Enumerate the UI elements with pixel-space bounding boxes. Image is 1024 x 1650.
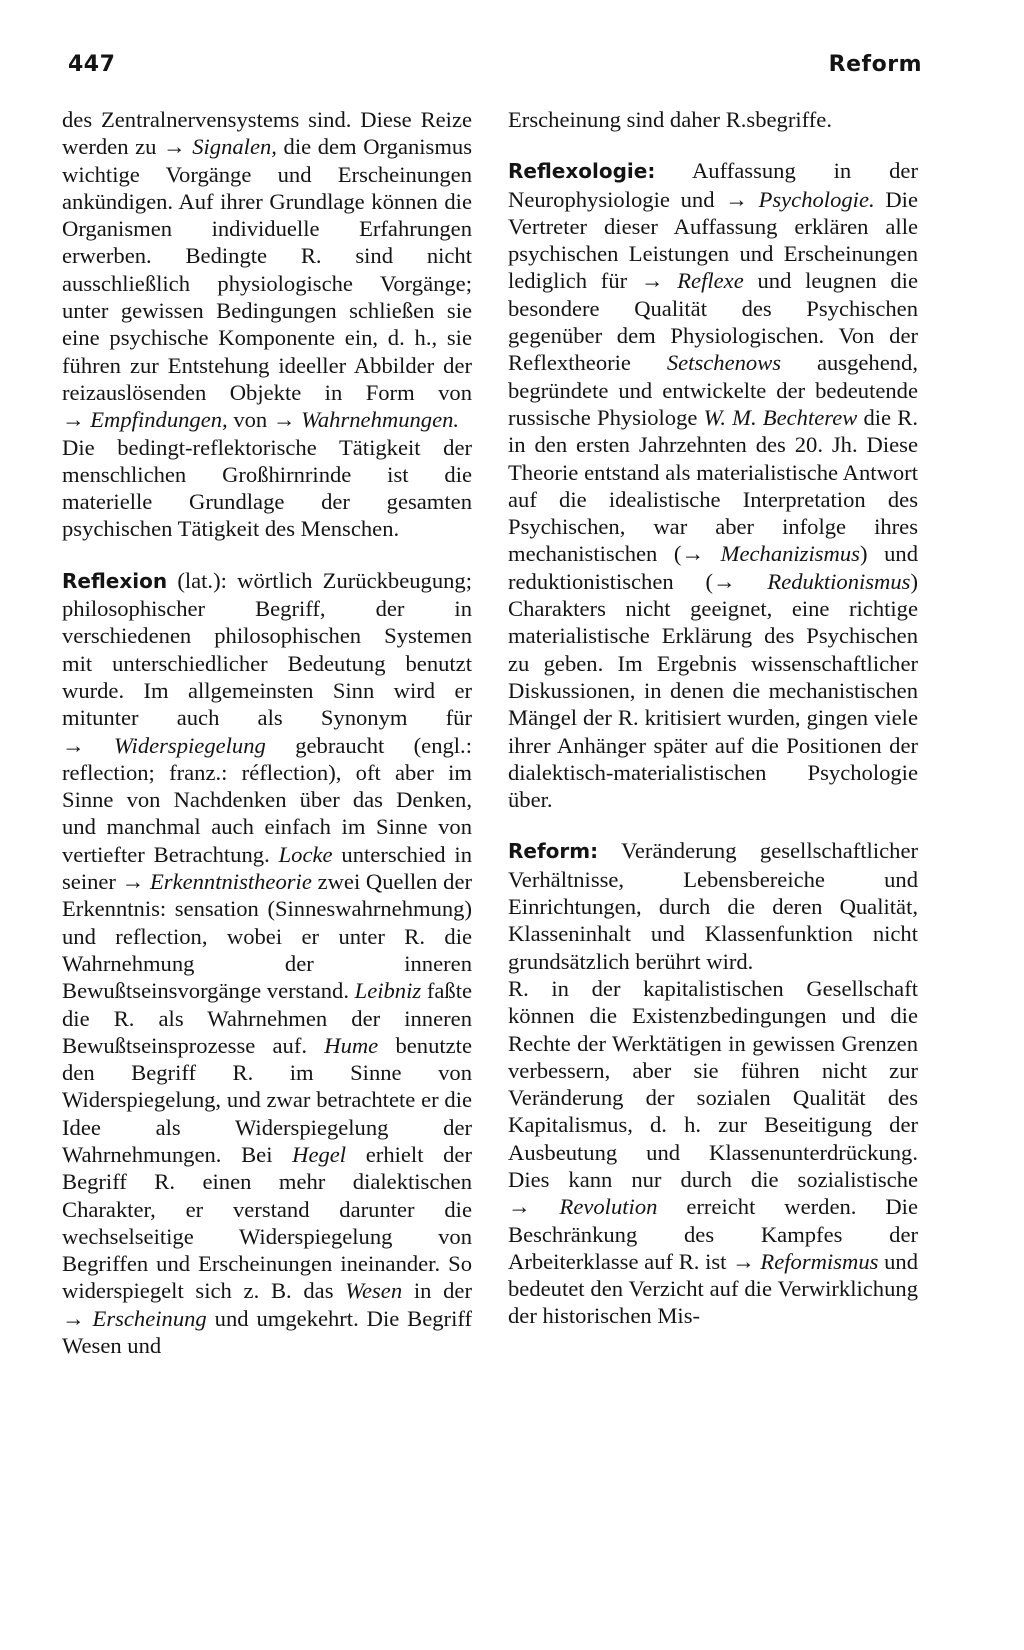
- entry-reform: Reform: Veränderung gesellschaftlicher Verhältnisse, Lebensbereiche und Einrichtungen, durch die deren Qualität, Klasseninhalt und Klassenfunktion nicht grundsätzlich berührt wird.: [508, 838, 918, 974]
- paragraph: R. in der kapitalistischen Gesellschaft können die Existenzbedingungen und die Rechte der Werktätigen in gewissen Grenzen verbessern, aber sie führen nicht zur Veränderung der sozialen Qualität des Kapitalismus, d. h. zur Beseitigung der Ausbeutung und Klassenunterdrückung. Dies kann nur durch die sozialistische → Revolution erreicht werden. Die Beschränkung des Kampfes der Arbeiterklasse auf R. ist → Reformismus und bedeutet den Verzicht auf die Verwirklichung der historischen Mis-: [508, 975, 918, 1329]
- paragraph: Die bedingt-reflektorische Tätigkeit der menschlichen Großhirnrinde ist die materielle Grundlage der gesamten psychischen Tätigkeit des Menschen.: [62, 434, 472, 542]
- left-column: [62, 106, 472, 1359]
- continued-paragraph: Erscheinung sind daher R.sbegriffe.: [508, 107, 832, 132]
- page-number: 447: [68, 52, 116, 77]
- continued-paragraph: des Zentralnervensystems sind. Diese Reize werden zu → Signalen, die dem Organismus wichtige Vorgänge und Erscheinungen ankündigen. Auf ihrer Grundlage können die Organismen individuelle Erfahrungen erwerben. Bedingte R. sind nicht ausschließlich physiologische Vorgänge; unter gewissen Bedingungen schließen sie eine psychische Komponente ein, d. h., sie führen zur Entstehung ideeller Abbilder der reizauslösenden Objekte in Form von → Empfindungen, von → Wahrnehmungen.: [62, 107, 472, 433]
- entry-reflexion: Reflexion (lat.): wörtlich Zurückbeugung; philosophischer Begriff, der in verschiedenen philosophischen Systemen mit unterschiedlicher Bedeutung benutzt wurde. Im allgemeinsten Sinn wird er mitunter auch als Synonym für → Widerspiegelung gebraucht (engl.: reflection; franz.: réflection), oft aber im Sinne von Nachdenken über das Denken, und manchmal auch einfach im Sinne von vertiefter Betrachtung. Locke unterschied in seiner → Erkenntnistheorie zwei Quellen der Erkenntnis: sensation (Sinneswahrnehmung) und reflection, wobei er unter R. die Wahrnehmung der inneren Bewußtseinsvorgänge verstand. Leibniz faßte die R. als Wahrnehmen der inneren Bewußtseinsprozesse auf. Hume benutzte den Begriff R. im Sinne von Widerspiegelung, und zwar betrachtete er die Idee als Widerspiegelung der Wahrnehmungen. Bei Hegel erhielt der Begriff R. einen mehr dialektischen Charakter, er verstand darunter die wechselseitige Widerspiegelung von Begriffen und Erscheinungen ineinander. So widerspiegelt sich z. B. das Wesen in der → Erscheinung und umgekehrt. Die Begriff Wesen und: [62, 567, 473, 1359]
- lemma-reflexion: Reflexion: [62, 568, 168, 593]
- right-column: [508, 106, 918, 1330]
- lemma-reform: Reform:: [508, 839, 599, 864]
- running-head: Reform: [828, 52, 922, 77]
- entry-reflexologie: Reflexologie: Auffassung in der Neurophysiologie und → Psychologie. Die Vertreter dieser Auffassung erklären alle psychischen Leistungen und Erscheinungen lediglich für → Reflexe und leugnen die besondere Qualität des Psychischen gegenüber dem Physiologischen. Von der Reflextheorie Setschenows ausgehend, begründete und entwickelte der bedeutende russische Physiologe W. M. Bechterew die R. in den ersten Jahrzehnten des 20. Jh. Diese Theorie entstand als materialistische Antwort auf die idealistische Interpretation des Psychischen, war aber infolge ihres mechanistischen (→ Mechanizismus) und reduktionistischen (→ Reduktionismus) Charakters nicht geeignet, eine richtige materialistische Erklärung des Psychischen zu geben. Im Ergebnis wissenschaftlicher Diskussionen, in denen die mechanistischen Mängel der R. kritisiert wurden, gingen viele ihrer Anhänger später auf die Positionen der dialektisch-materialistischen Psychologie über.: [508, 158, 918, 813]
- lemma-reflexologie: Reflexologie:: [508, 159, 656, 184]
